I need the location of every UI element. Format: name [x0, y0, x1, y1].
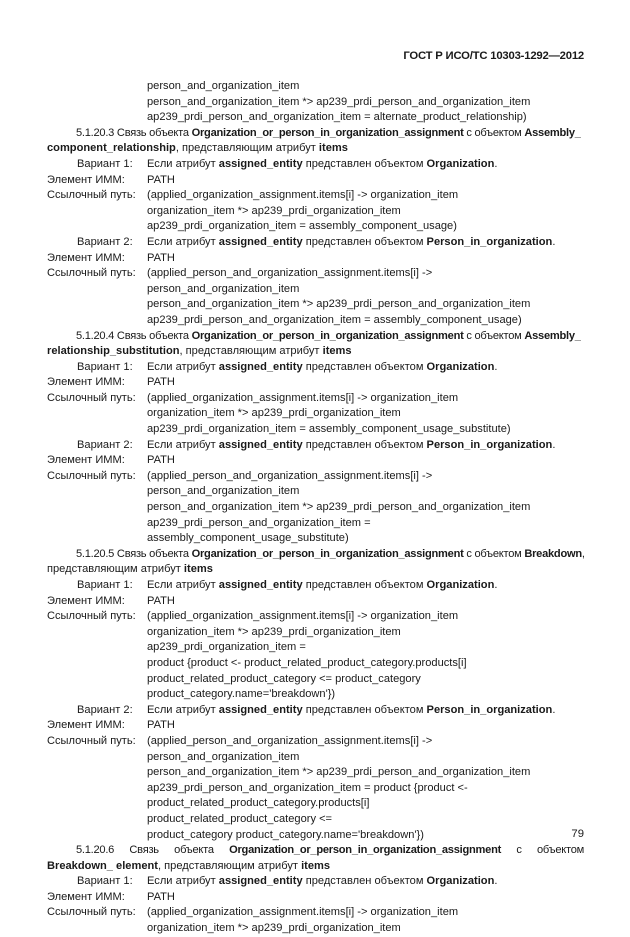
text-line: organization_item *> ap239_prdi_organization_item	[147, 922, 401, 935]
document-body	[47, 79, 584, 937]
variant-row: Вариант 1: Если атрибут assigned_entity представлен объектом Organization.	[77, 875, 498, 888]
ref-path-row: Ссылочный путь: (applied_person_and_organization_assignment.items[i] ->	[47, 267, 433, 280]
document-header: ГОСТ Р ИСО/ТС 10303-1292—2012	[403, 50, 584, 62]
imm-row: Элемент ИММ: PATH	[47, 719, 175, 732]
variant-row: Вариант 2: Если атрибут assigned_entity представлен объектом Person_in_organization.	[77, 703, 556, 716]
variant-row: Вариант 1: Если атрибут assigned_entity представлен объектом Organization.	[77, 579, 498, 591]
text-line: product_related_product_category <=	[147, 812, 333, 825]
text-line: person_and_organization_item	[147, 80, 300, 92]
section-heading-5-1-20-6: 5.1.20.6 Связь объекта Organization_or_person_in_organization_assignment с объектом	[76, 844, 584, 857]
text-line: person_and_organization_item	[147, 750, 300, 763]
text-line: organization_item *> ap239_prdi_organization_item	[147, 625, 401, 638]
text-line: product_related_product_category.products[i]	[147, 797, 370, 810]
section-heading-5-1-20-3: 5.1.20.3 Связь объекта Organization_or_person_in_organization_assignment с объектом Assembly_	[76, 126, 581, 139]
text-line: product_category.name='breakdown'})	[147, 688, 336, 701]
imm-row: Элемент ИММ: PATH	[47, 454, 175, 467]
text-line: ap239_prdi_organization_item =	[147, 641, 306, 654]
section-heading-cont: relationship_substitution, представляющим атрибут items	[47, 345, 352, 358]
text-line: organization_item *> ap239_prdi_organization_item	[147, 407, 401, 420]
text-line: person_and_organization_item *> ap239_prdi_person_and_organization_item	[147, 95, 531, 108]
imm-row: Элемент ИММ: PATH	[47, 376, 175, 389]
text-line: ap239_prdi_person_and_organization_item = alternate_product_relationship)	[147, 111, 527, 124]
ref-path-row: Ссылочный путь: (applied_organization_assignment.items[i] -> organization_item	[47, 906, 459, 919]
imm-row: Элемент ИММ: PATH	[47, 890, 175, 903]
ref-path-row: Ссылочный путь: (applied_person_and_organization_assignment.items[i] ->	[47, 734, 433, 747]
imm-row: Элемент ИММ: PATH	[47, 594, 175, 607]
text-line: product_category product_category.name='breakdown'})	[147, 828, 424, 841]
text-line: person_and_organization_item *> ap239_prdi_person_and_organization_item	[147, 298, 531, 311]
text-line: product {product <- product_related_product_category.products[i]	[147, 656, 467, 669]
imm-row: Элемент ИММ: PATH	[47, 173, 175, 186]
imm-row: Элемент ИММ: PATH	[47, 251, 175, 264]
text-line: ap239_prdi_organization_item = assembly_component_usage)	[147, 220, 457, 233]
text-line: assembly_component_usage_substitute)	[147, 532, 349, 545]
text-line: person_and_organization_item	[147, 282, 300, 295]
text-line: ap239_prdi_person_and_organization_item = product {product <-	[147, 781, 468, 794]
ref-path-row: Ссылочный путь: (applied_organization_assignment.items[i] -> organization_item	[47, 391, 459, 404]
section-heading-cont: Breakdown_ element, представляющим атрибут items	[47, 859, 331, 872]
ref-path-row: Ссылочный путь: (applied_organization_assignment.items[i] -> organization_item	[47, 610, 459, 623]
text-line: person_and_organization_item *> ap239_prdi_person_and_organization_item	[147, 766, 531, 779]
variant-row: Вариант 1: Если атрибут assigned_entity представлен объектом Organization.	[77, 157, 498, 170]
text-line: ap239_prdi_person_and_organization_item = assembly_component_usage)	[147, 313, 522, 326]
section-heading-5-1-20-4: 5.1.20.4 Связь объекта Organization_or_person_in_organization_assignment с объектом Assembly_	[76, 329, 581, 342]
text-line: product_related_product_category <= product_category	[147, 672, 421, 685]
variant-row: Вариант 2: Если атрибут assigned_entity представлен объектом Person_in_organization.	[77, 235, 556, 248]
ref-path-row: Ссылочный путь: (applied_organization_assignment.items[i] -> organization_item	[47, 189, 459, 202]
text-line: ap239_prdi_person_and_organization_item =	[147, 516, 371, 529]
text-line: organization_item *> ap239_prdi_organization_item	[147, 204, 401, 217]
text-line: person_and_organization_item *> ap239_prdi_person_and_organization_item	[147, 501, 531, 514]
text-line: person_and_organization_item	[147, 485, 300, 498]
text-line: ap239_prdi_organization_item = assembly_component_usage_substitute)	[147, 423, 511, 436]
variant-row: Вариант 2: Если атрибут assigned_entity представлен объектом Person_in_organization.	[77, 438, 556, 451]
section-heading-cont: component_relationship, представляющим атрибут items	[47, 142, 348, 155]
ref-path-row: Ссылочный путь: (applied_person_and_organization_assignment.items[i] ->	[47, 469, 433, 482]
section-heading-5-1-20-5: 5.1.20.5 Связь объекта Organization_or_person_in_organization_assignment с объектом Breakdown,	[76, 547, 585, 560]
variant-row: Вариант 1: Если атрибут assigned_entity представлен объектом Organization.	[77, 360, 498, 373]
page-number: 79	[571, 828, 584, 840]
section-heading-cont: представляющим атрибут items	[47, 563, 213, 576]
